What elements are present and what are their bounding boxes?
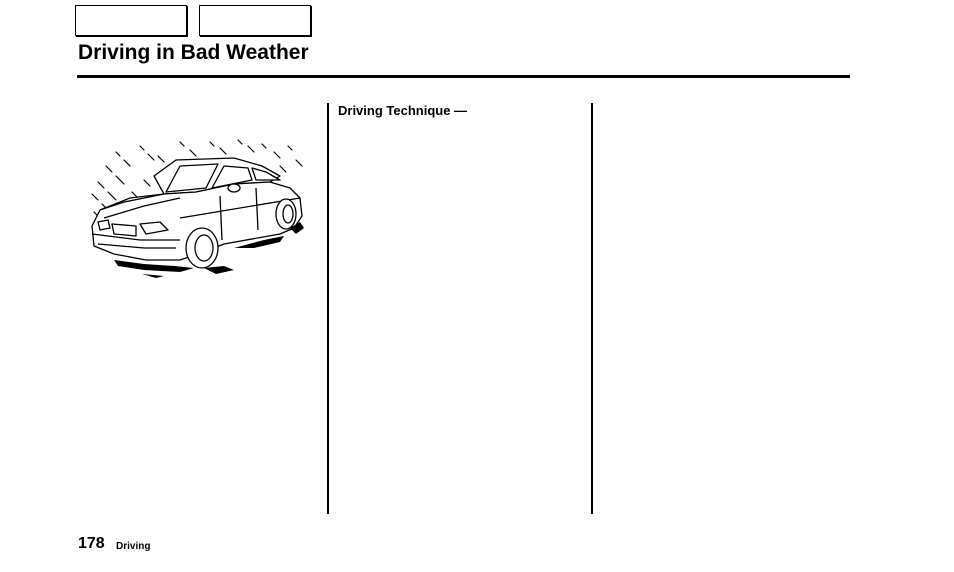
header-tab-box-2 xyxy=(199,5,311,36)
column-divider-left xyxy=(327,103,329,514)
footer-section-label: Driving xyxy=(116,541,151,552)
column-divider-right xyxy=(591,103,593,514)
header-tab-box-1 xyxy=(75,5,187,36)
section-heading: Driving Technique — xyxy=(338,103,468,118)
page-title: Driving in Bad Weather xyxy=(78,41,309,64)
car-in-rain-icon xyxy=(84,136,306,280)
title-rule xyxy=(77,75,850,78)
page-number: 178 xyxy=(78,535,105,552)
